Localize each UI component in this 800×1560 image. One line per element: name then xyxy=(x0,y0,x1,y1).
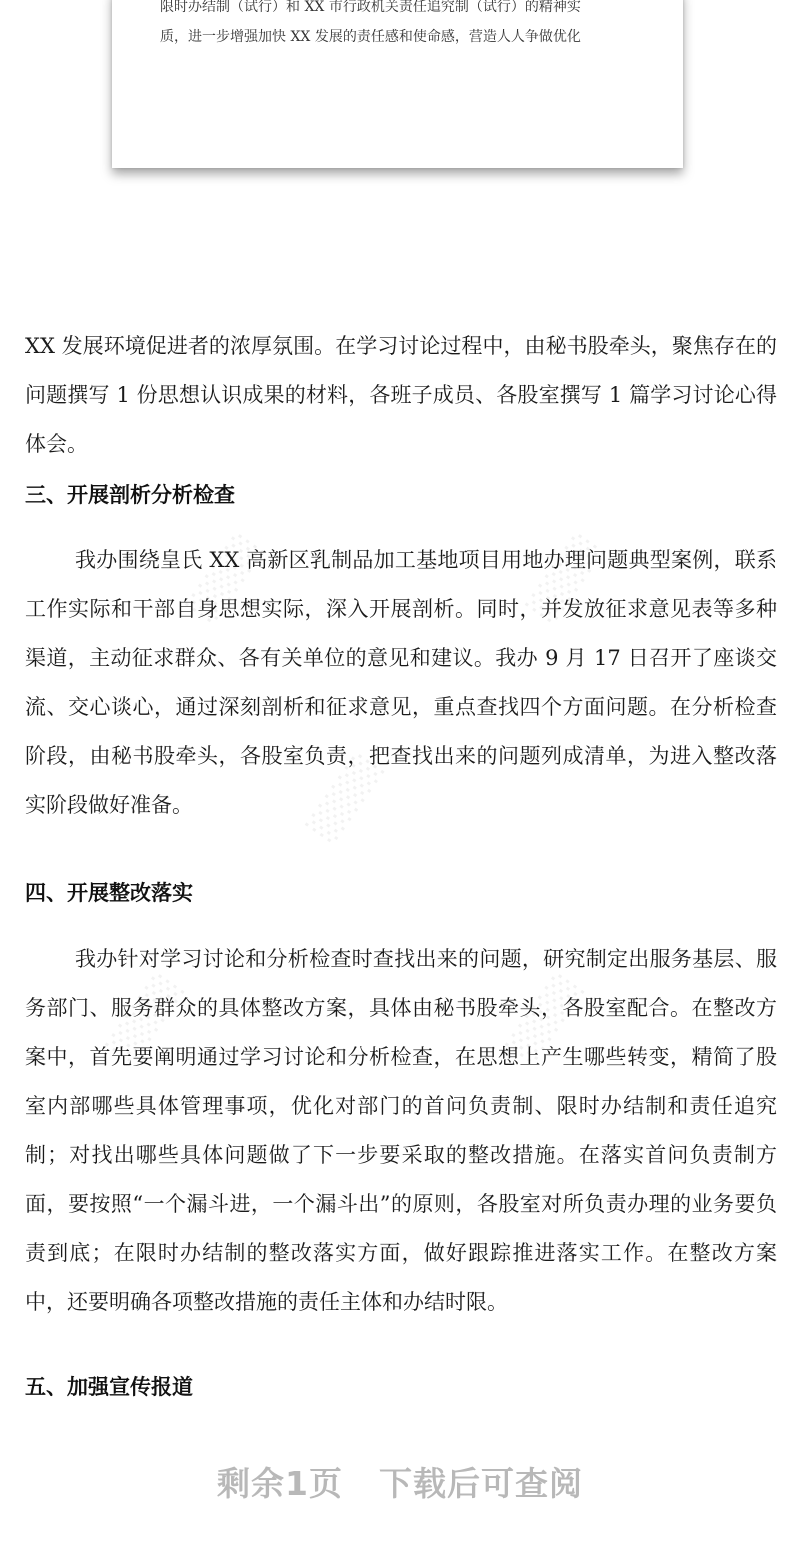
preview-line-1: 限时办结制（试行）和 XX 市行政机关责任追究制（试行）的精神实 xyxy=(160,0,581,15)
watermark: ░░░░ xyxy=(305,749,387,846)
download-to-view-text: 下载后可查阅 xyxy=(378,1464,583,1503)
paragraph-rectification: 我办针对学习讨论和分析检查时查找出来的问题，研究制定出服务基层、服务部门、服务群众的具体整改方案，具体由秘书股牵头，各股室配合。在整改方案中，首先要阐明通过学习讨论和分析检查，在思想上产生哪些转变，精简了股室内部哪些具体管理事项，优化对部门的首问负责制、限时办结制和责任追究制；对找出哪些具体问题做了下一步要采取的整改措施。在落实首问负责制方面，要按照“一个漏斗进，一个漏斗出”的原则，各股室对所负责办理的业务要负责到底；在限时办结制的整改落实方面，做好跟踪推进落实工作。在整改方案中，还要明确各项整改措施的责任主体和办结时限。 xyxy=(25,947,777,1314)
preview-line-2: 质，进一步增强加快 XX 发展的责任感和使命感，营造人人争做优化 xyxy=(160,29,581,45)
watermark: ░░░░ xyxy=(525,529,607,626)
watermark: ░░░░ xyxy=(105,969,187,1066)
section-heading-5: 五、加强宣传报道 xyxy=(25,1375,193,1399)
section-heading-4: 四、开展整改落实 xyxy=(25,881,193,905)
remaining-pages-text: 剩余1页 xyxy=(217,1464,343,1503)
section-heading-3: 三、开展剖析分析检查 xyxy=(25,483,235,507)
watermark: ░░░░ xyxy=(185,529,267,626)
paragraph-analysis: 我办围绕皇氏 XX 高新区乳制品加工基地项目用地办理问题典型案例，联系工作实际和干部自身思想实际，深入开展剖析。同时，并发放征求意见表等多种渠道，主动征求群众、各有关单位的意见和建议。我办 9 月 17 日召开了座谈交流、交心谈心，通过深刻剖析和征求意见，重点查找四个方面问题。在分析检查阶段，由秘书股牵头，各股室负责，把查找出来的问题列成清单，为进入整改落实阶段做好准备。 xyxy=(25,548,777,817)
watermark: ░░░░ xyxy=(505,969,587,1066)
download-prompt[interactable] xyxy=(0,1458,800,1505)
page-preview-card xyxy=(112,0,683,168)
paragraph-continuation: XX 发展环境促进者的浓厚氛围。在学习讨论过程中，由秘书股牵头，聚焦存在的问题撰写 1 份思想认识成果的材料，各班子成员、各股室撰写 1 篇学习讨论心得体会。 xyxy=(25,334,777,456)
